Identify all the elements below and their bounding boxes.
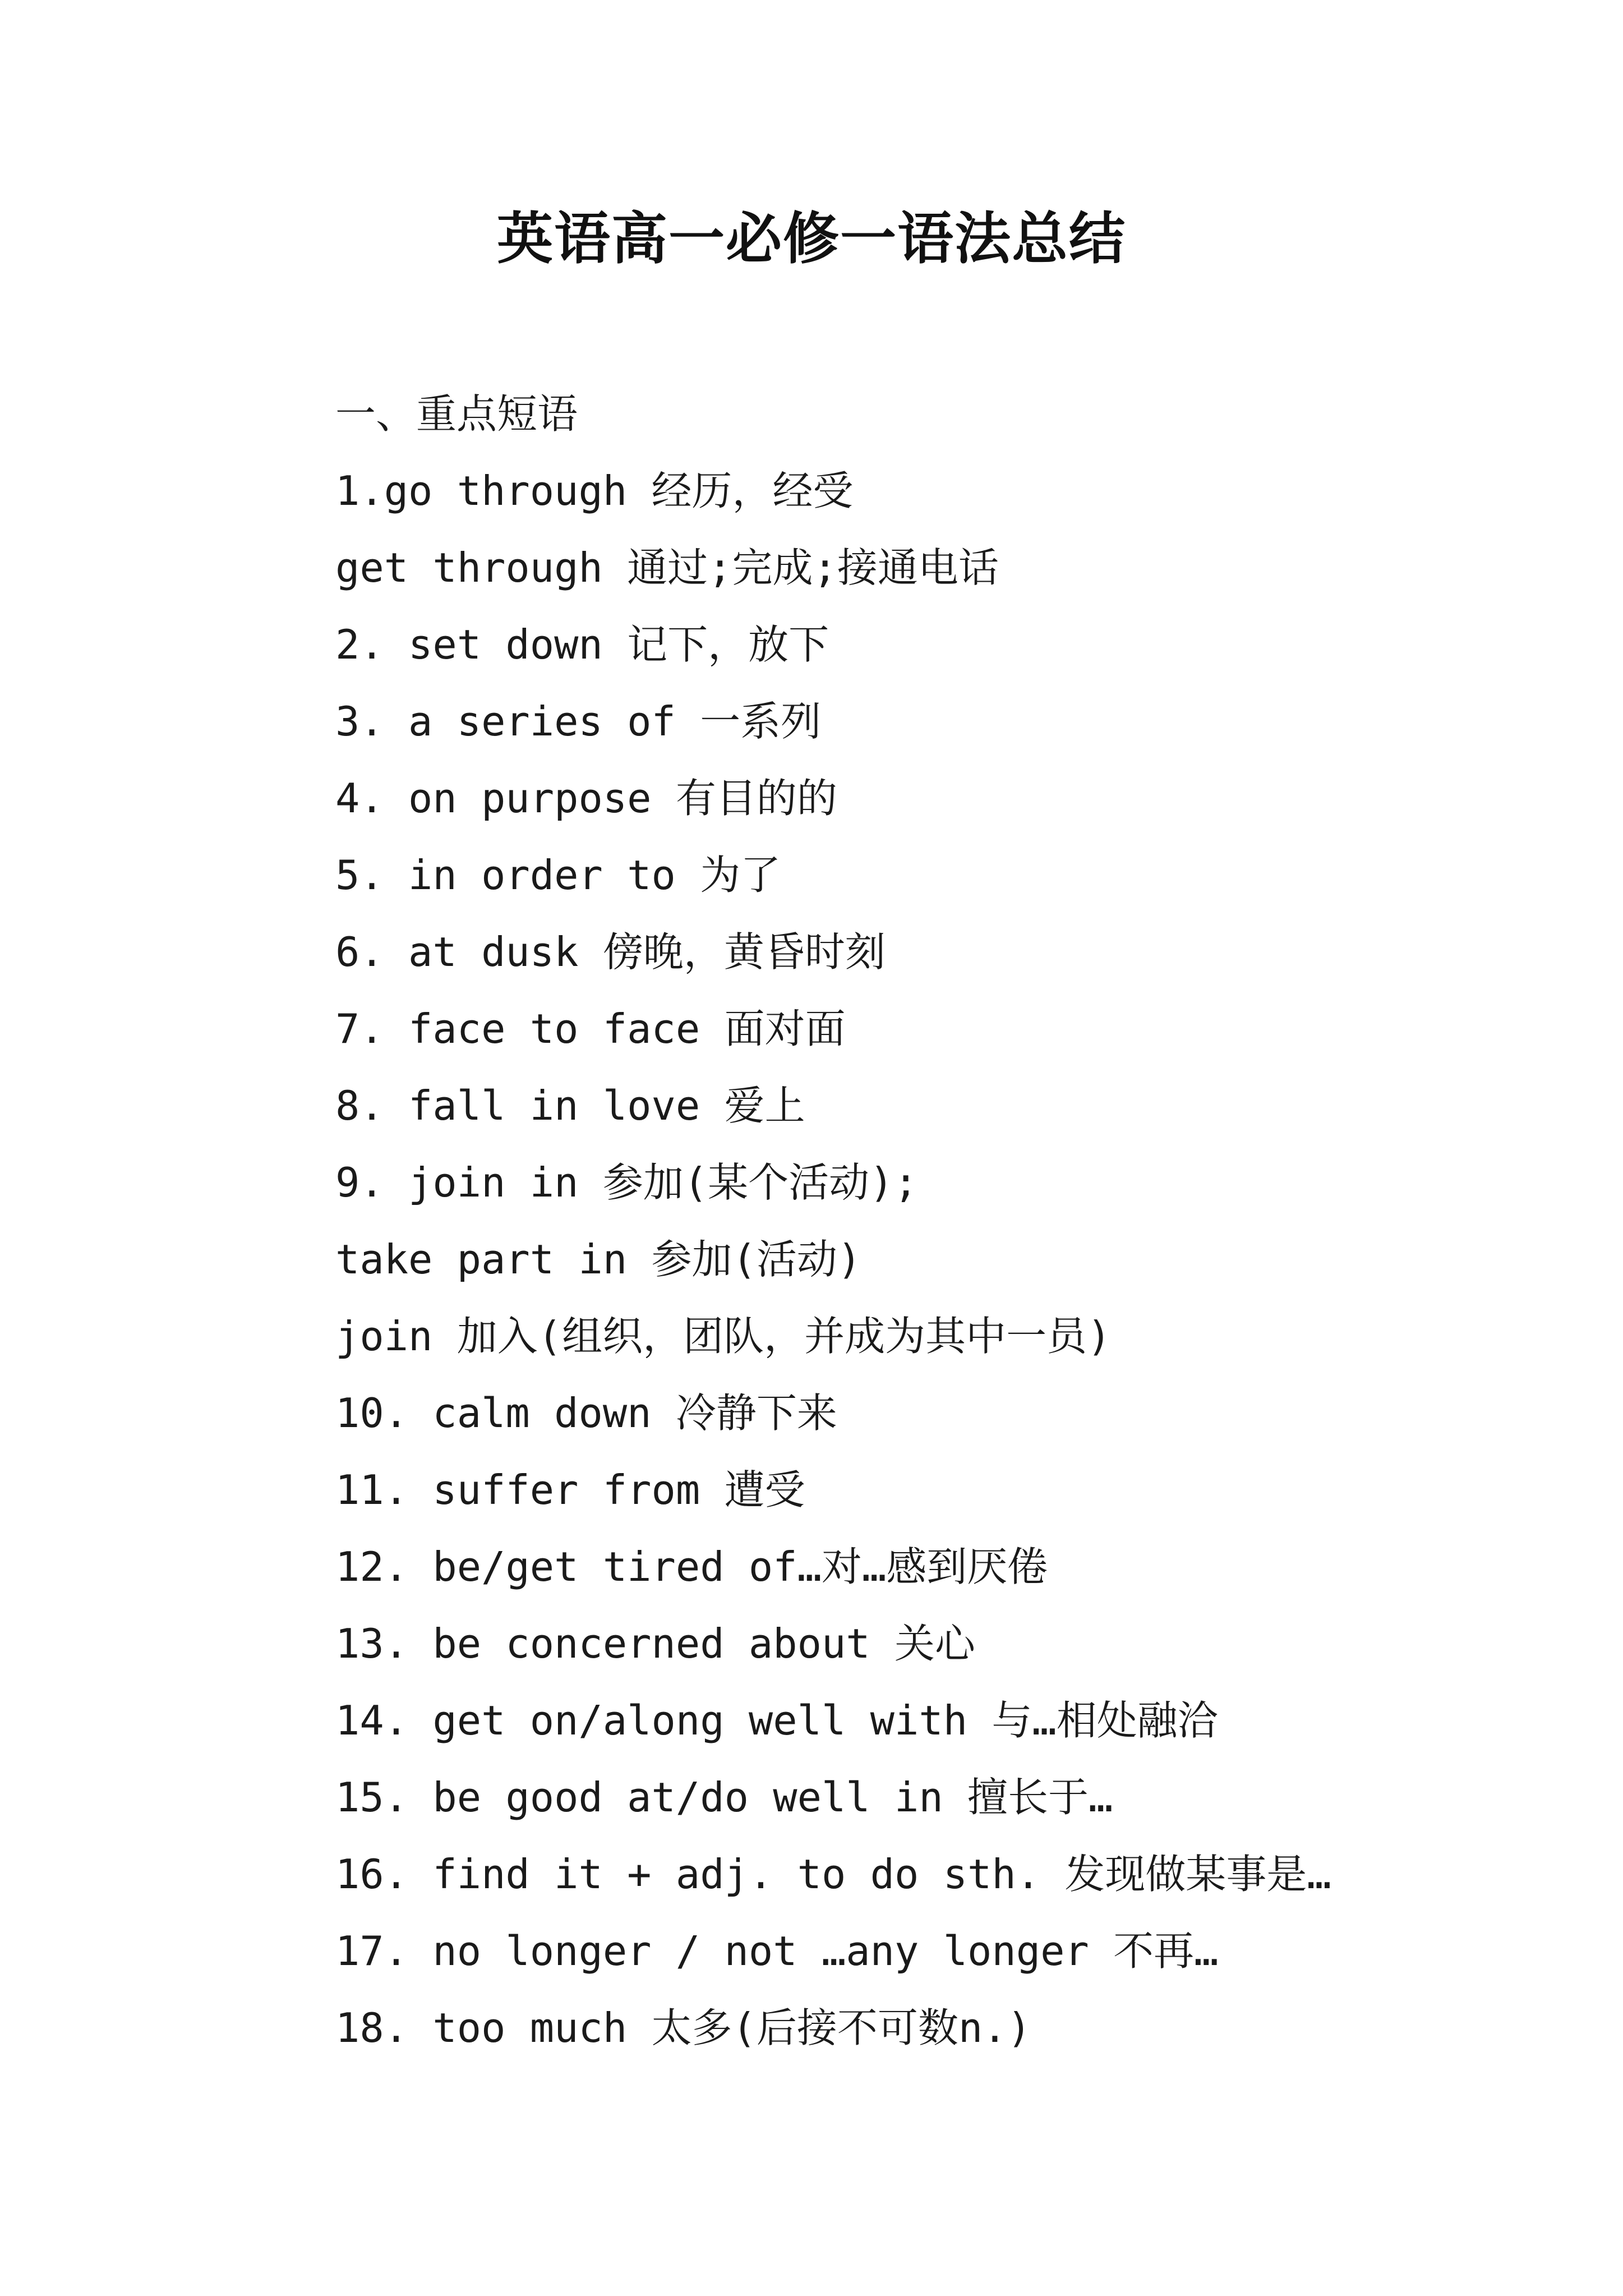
phrase-line: 8. fall in love 爱上 — [335, 1082, 805, 1129]
phrase-line: 11. suffer from 遭受 — [335, 1466, 805, 1513]
phrase-line: join 加入(组织，团队，并成为其中一员) — [335, 1313, 1112, 1360]
phrase-line: 17. no longer / not …any longer 不再… — [335, 1927, 1219, 1975]
phrase-line: 14. get on/along well with 与…相处融洽 — [335, 1697, 1218, 1744]
document-body — [335, 376, 1513, 2067]
phrase-line: 4. on purpose 有目的的 — [335, 775, 837, 822]
phrase-line: 16. find it + adj. to do sth. 发现做某事是… — [335, 1851, 1331, 1898]
phrase-line: 3. a series of 一系列 — [335, 698, 822, 745]
phrase-line: 18. too much 太多(后接不可数n.) — [335, 2004, 1031, 2051]
phrase-line: 6. at dusk 傍晚，黄昏时刻 — [335, 928, 886, 976]
phrase-line: 9. join in 参加(某个活动); — [335, 1159, 918, 1206]
phrase-line: 2. set down 记下，放下 — [335, 621, 829, 668]
phrase-line: 5. in order to 为了 — [335, 852, 781, 899]
phrase-line: 1.go through 经历，经受 — [335, 467, 854, 514]
phrase-line: 13. be concerned about 关心 — [335, 1620, 975, 1667]
page-title: 英语高一必修一语法总结 — [497, 205, 1126, 272]
phrase-line: 15. be good at/do well in 擅长于… — [335, 1774, 1113, 1821]
phrase-line: 10. calm down 冷静下来 — [335, 1389, 837, 1437]
section-heading: 一、重点短语 — [335, 390, 578, 438]
phrase-line: 12. be/get tired of…对…感到厌倦 — [335, 1543, 1048, 1590]
phrase-line: get through 通过;完成;接通电话 — [335, 544, 999, 591]
phrase-line: take part in 参加(活动) — [335, 1236, 862, 1283]
phrase-line: 7. face to face 面对面 — [335, 1005, 846, 1052]
